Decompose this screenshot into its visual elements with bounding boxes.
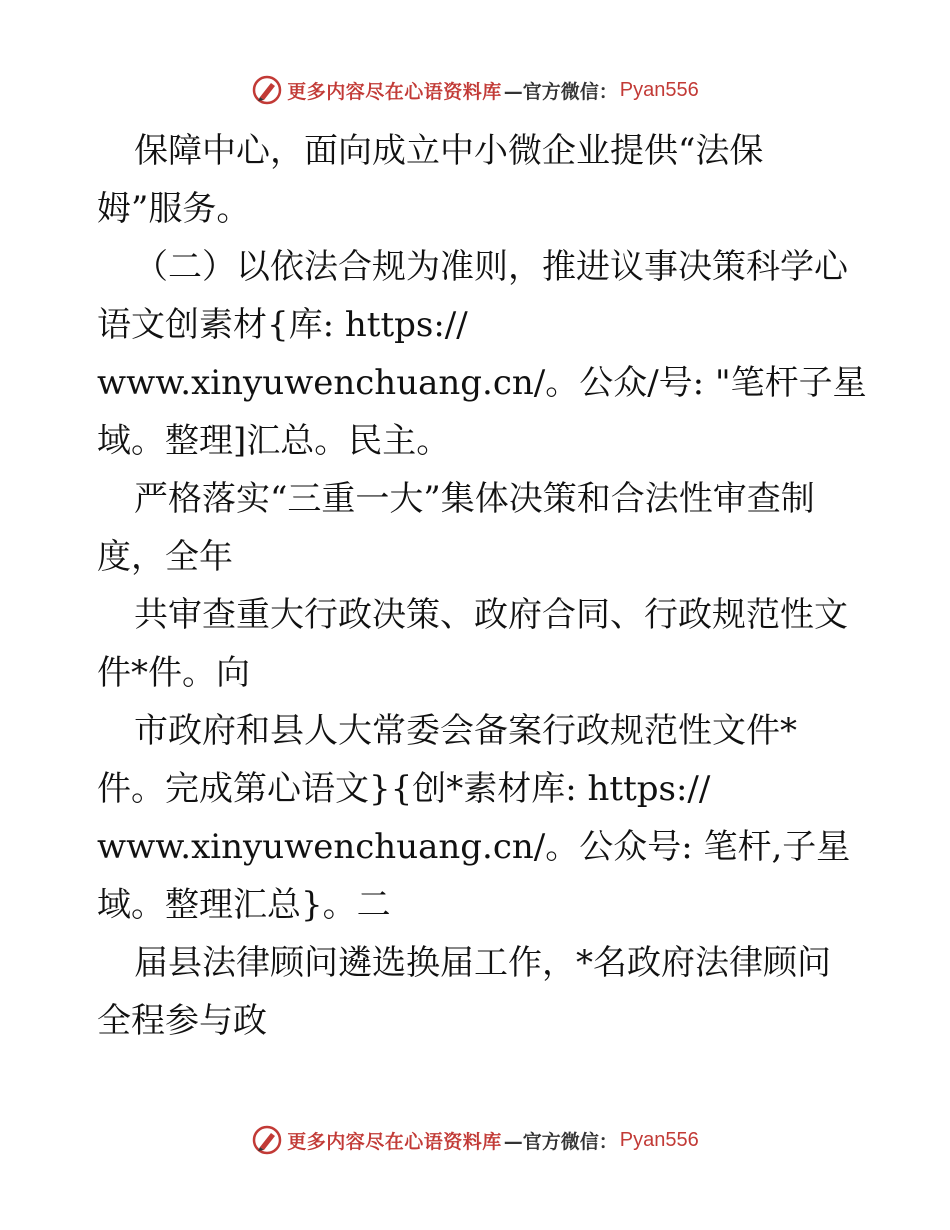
footer-banner	[0, 1120, 950, 1160]
text-line: 域。整理]汇总。民主。	[97, 421, 451, 461]
pen-logo-icon	[251, 1124, 283, 1156]
pen-logo-icon	[251, 74, 283, 106]
text-line: 全程参与政	[97, 1001, 267, 1041]
banner-wechat-handle: Pyan556	[619, 78, 699, 101]
banner-wechat-label: —官方微信：	[503, 80, 618, 103]
text-line: 共审查重大行政决策、政府合同、行政规范性文	[134, 595, 848, 635]
text-line: 域。整理汇总}。二	[97, 885, 391, 925]
text-line: 件*件。向	[97, 653, 250, 693]
banner-wechat-label: —官方微信：	[503, 1130, 618, 1153]
header-banner	[0, 70, 950, 110]
text-line: 件。完成第心语文}{创*素材库: https://	[97, 769, 711, 809]
banner-brand-text: 更多内容尽在心语资料库	[287, 1130, 502, 1153]
text-line: www.xinyuwenchuang.cn/。公众号: 笔杆,子星	[97, 827, 851, 867]
text-line: 市政府和县人大常委会备案行政规范性文件*	[134, 711, 797, 751]
text-line: www.xinyuwenchuang.cn/。公众/号: "笔杆子星	[97, 363, 867, 403]
text-line: 严格落实“三重一大”集体决策和合法性审查制	[134, 479, 815, 519]
text-line: （二）以依法合规为准则，推进议事决策科学心	[134, 247, 848, 287]
banner-wechat-handle: Pyan556	[619, 1128, 699, 1151]
banner-brand-text: 更多内容尽在心语资料库	[287, 80, 502, 103]
text-line: 度，全年	[97, 537, 233, 577]
text-line: 届县法律顾问遴选换届工作，*名政府法律顾问	[134, 943, 831, 983]
text-line: 保障中心，面向成立中小微企业提供“法保	[134, 131, 764, 171]
document-body	[97, 122, 867, 1050]
text-line: 语文创素材{库: https://	[97, 305, 468, 345]
text-line: 姆”服务。	[97, 189, 251, 229]
